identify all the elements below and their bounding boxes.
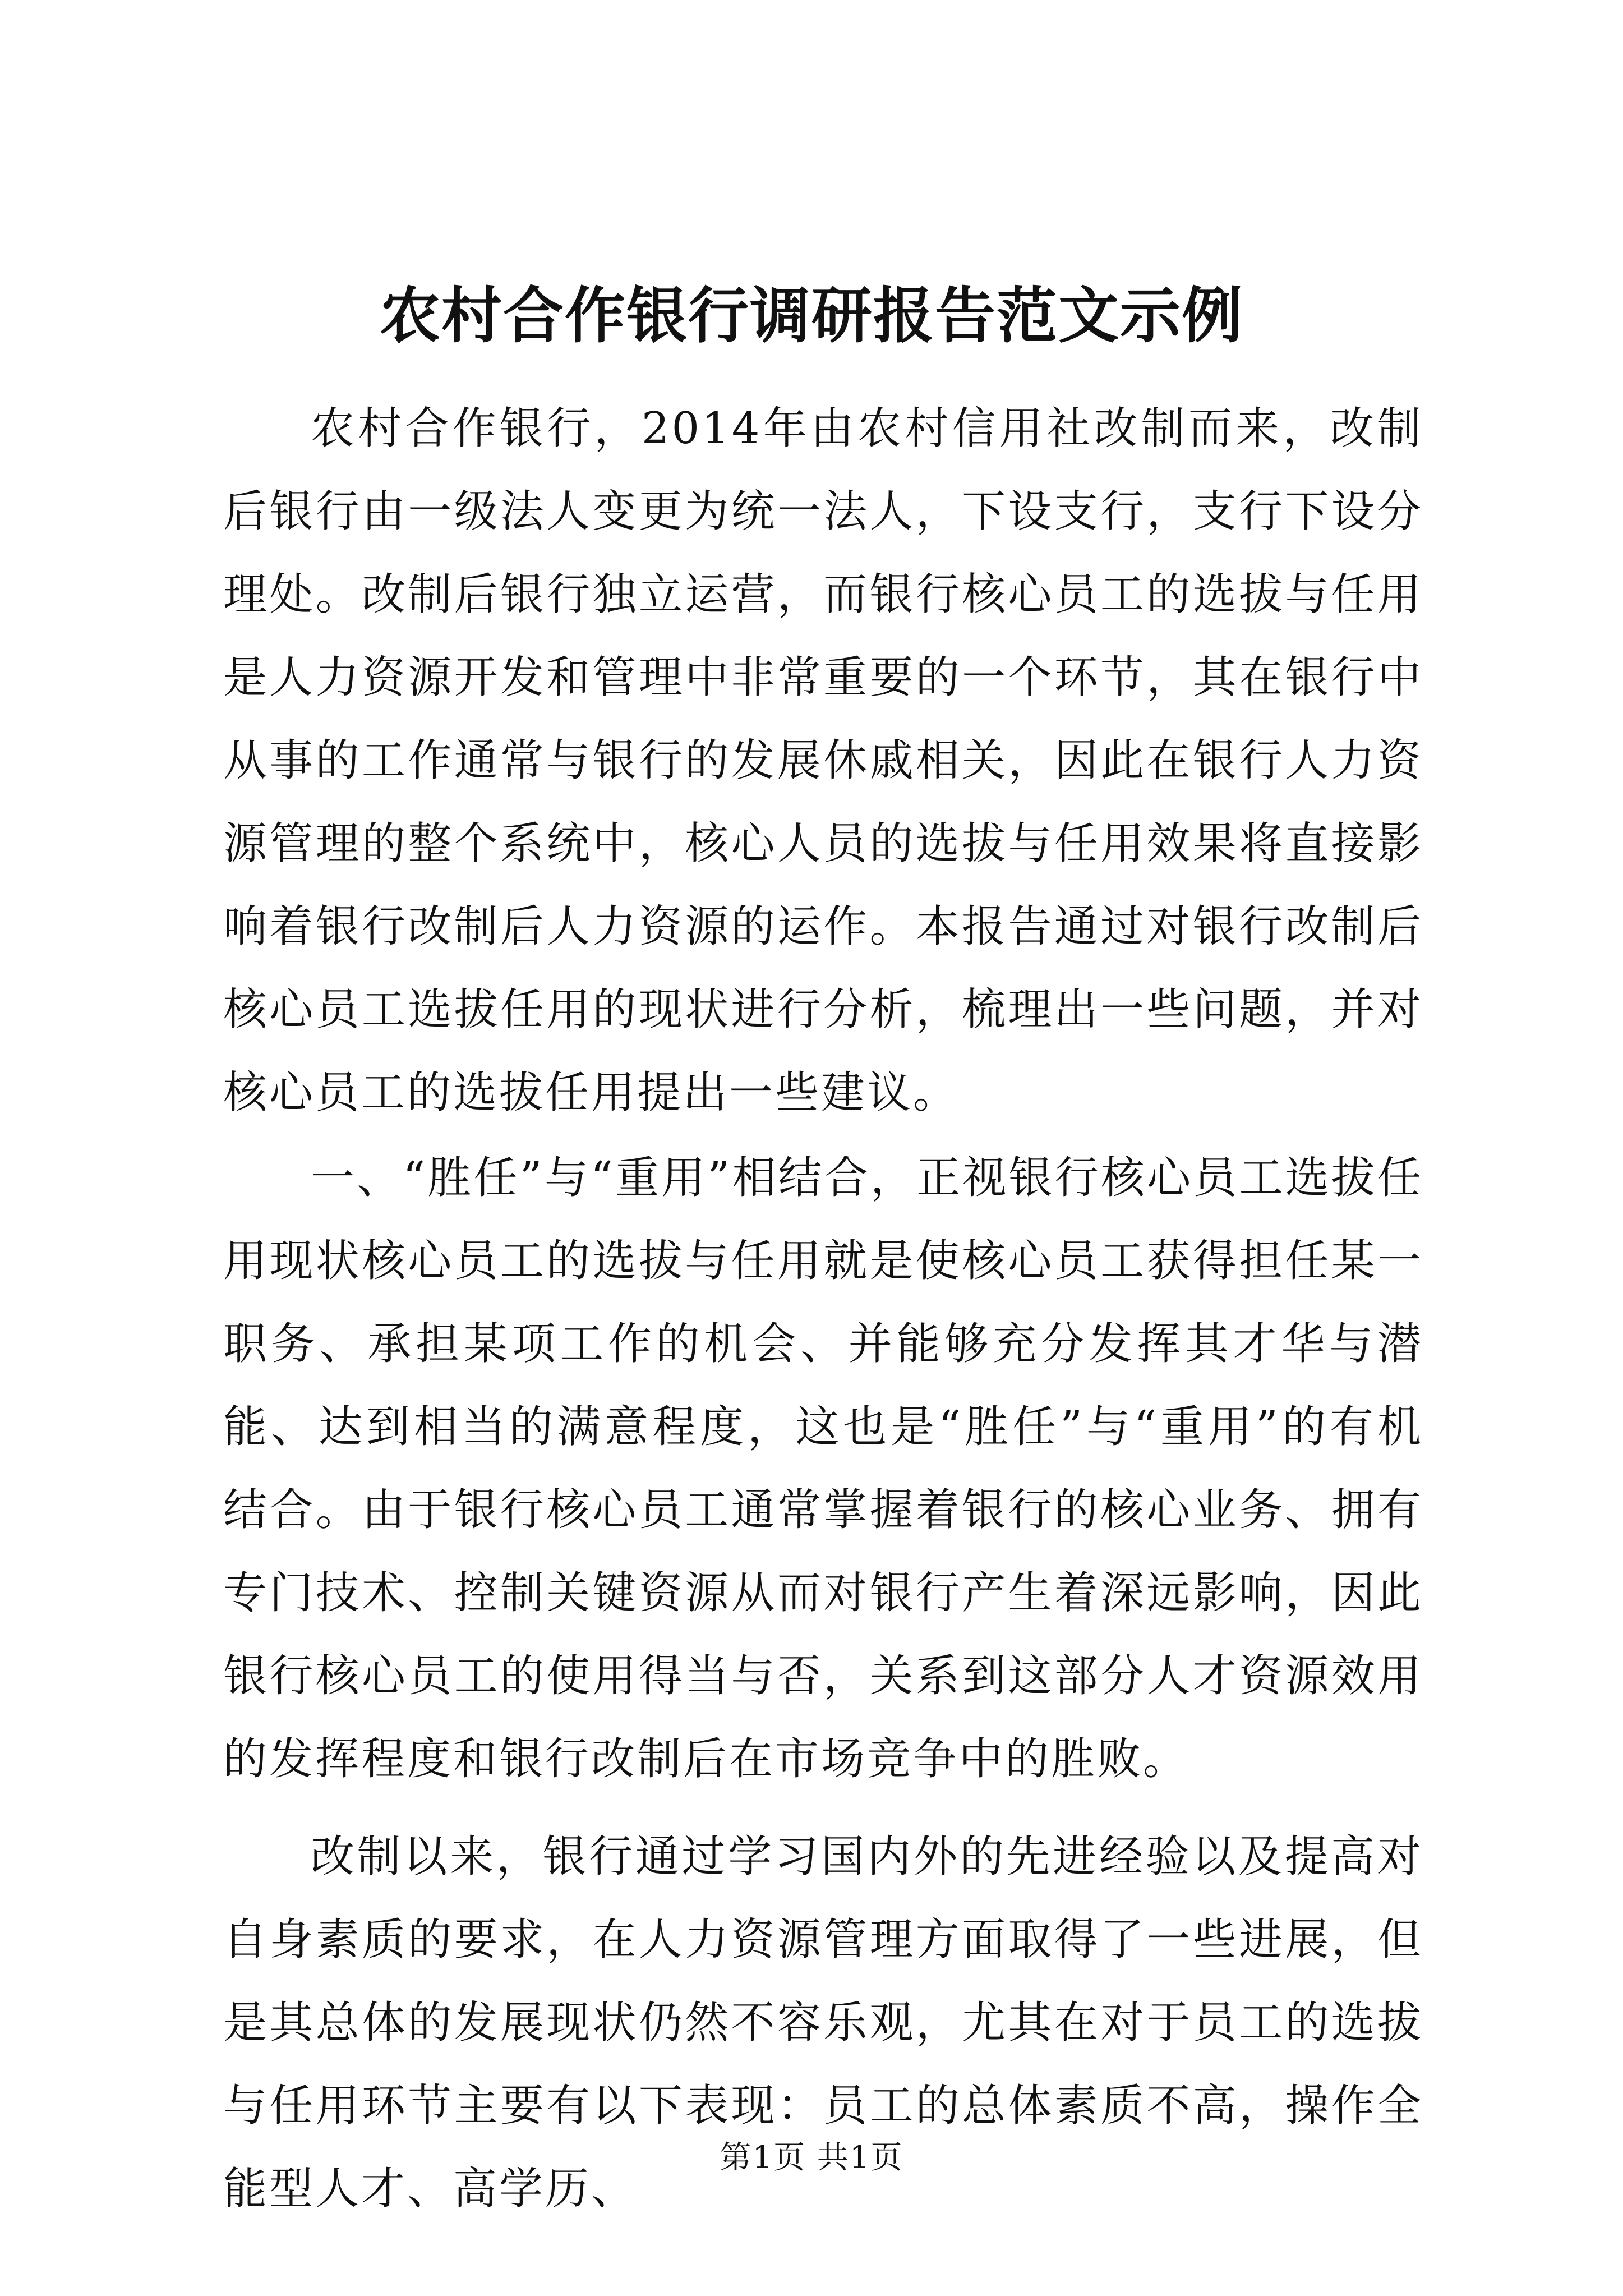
paragraph-reform-status: 改制以来，银行通过学习国内外的先进经验以及提高对自身素质的要求，在人力资源管理方面取得了一些进展，但是其总体的发展现状仍然不容乐观，尤其在对于员工的选拔与任用环节主要有以下表现：员工的总体素质不高，操作全能型人才、高学历、 [223, 1832, 1423, 2214]
paragraph-section-one: 一、“胜任”与“重用”相结合，正视银行核心员工选拔任用现状核心员工的选拔与任用就是使核心员工获得担任某一职务、承担某项工作的机会、并能够充分发挥其才华与潜能、达到相当的满意程度，这也是“胜任”与“重用”的有机结合。由于银行核心员工通常掌握着银行的核心业务、拥有专门技术、控制关键资源从而对银行产生着深远影响，因此银行核心员工的使用得当与否，关系到这部分人才资源效用的发挥程度和银行改制后在市场竞争中的胜败。 [223, 1153, 1423, 1784]
paragraph-intro: 农村合作银行，2014年由农村信用社改制而来，改制后银行由一级法人变更为统一法人，下设支行，支行下设分理处。改制后银行独立运营，而银行核心员工的选拔与任用是人力资源开发和管理中非常重要的一个环节，其在银行中从事的工作通常与银行的发展休戚相关，因此在银行人力资源管理的整个系统中，核心人员的选拔与任用效果将直接影响着银行改制后人力资源的运作。本报告通过对银行改制后核心员工选拔任用的现状进行分析，梳理出一些问题，并对核心员工的选拔任用提出一些建议。 [223, 403, 1423, 1118]
page-number-footer: 第1页 共1页 [720, 2139, 903, 2176]
document-body [223, 387, 1423, 2230]
document-title: 农村合作银行调研报告范文示例 [379, 280, 1243, 351]
